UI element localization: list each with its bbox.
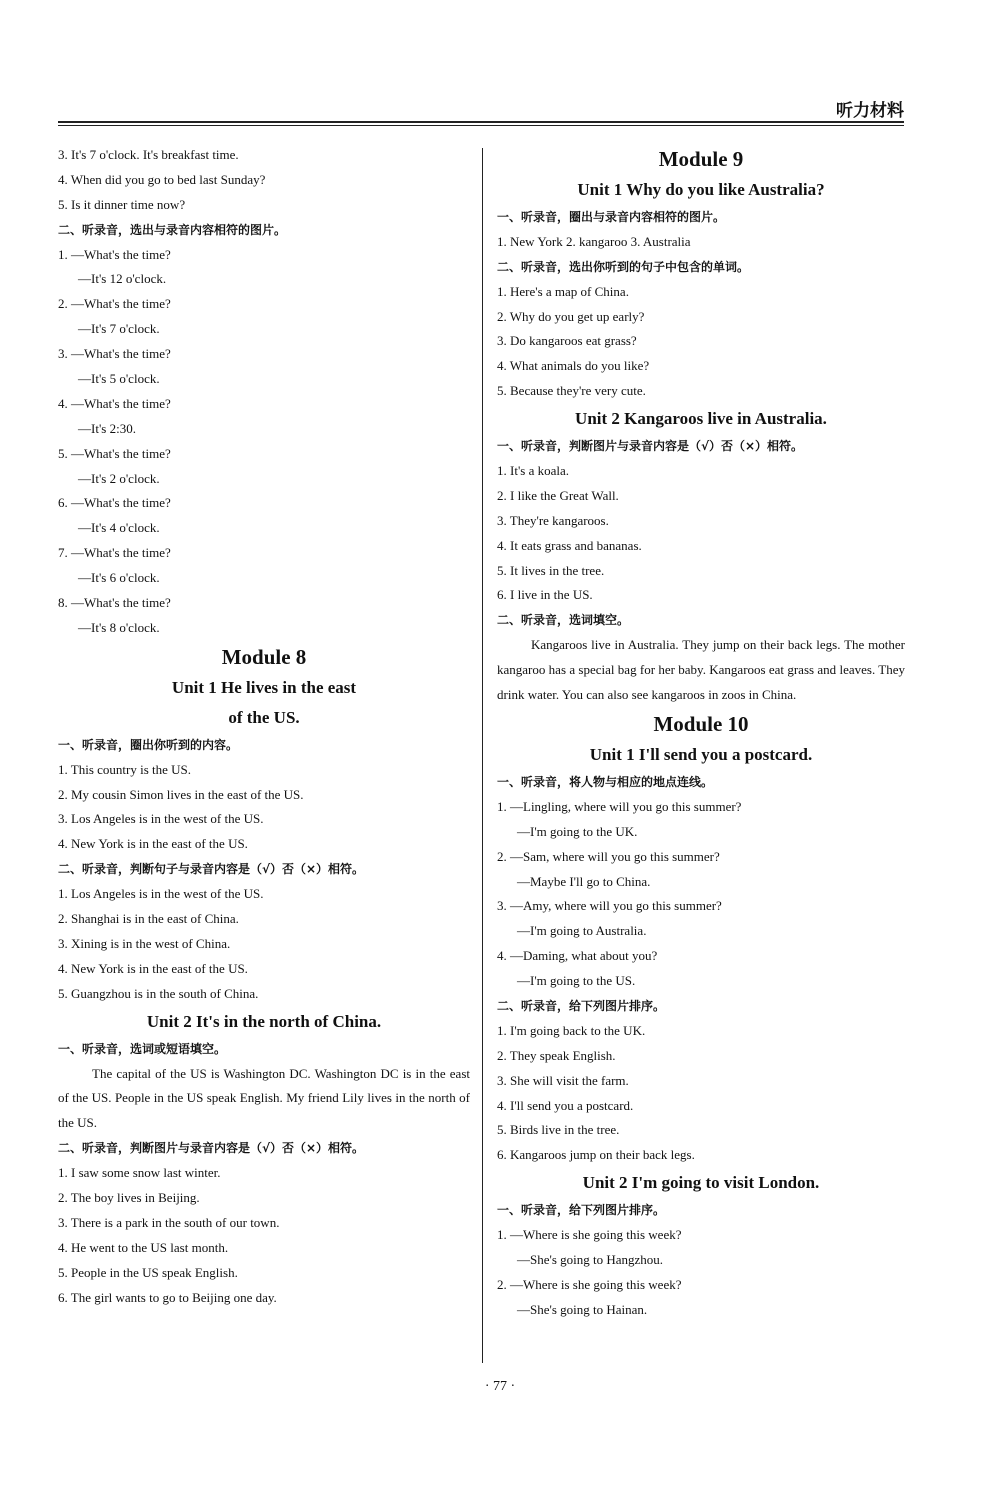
text-line: 2. They speak English. — [497, 1047, 616, 1063]
text-line: 5. People in the US speak English. — [58, 1264, 238, 1280]
dialog-answer: —It's 2 o'clock. — [78, 470, 160, 486]
text-line: 5. Guangzhou is in the south of China. — [58, 985, 259, 1001]
dialog-answer: —I'm going to the UK. — [517, 823, 638, 839]
section-heading: 一、听录音，圈出你听到的内容。 — [58, 737, 239, 752]
dialog-answer: —She's going to Hainan. — [517, 1301, 648, 1317]
text-line: 2. My cousin Simon lives in the east of the US. — [58, 786, 304, 802]
dialog-question: 1. —What's the time? — [58, 246, 171, 262]
text-line: 1. This country is the US. — [58, 761, 192, 777]
paragraph: Kangaroos live in Australia. They jump on their back legs. The mother kangaroo has a special bag for her baby. Kangaroos eat grass and leaves. They drink water. You can also see kangaroos in zoos in China. — [497, 637, 905, 703]
section-heading: 一、听录音，判断图片与录音内容是（√）否（×）相符。 — [497, 439, 804, 454]
dialog-answer: —I'm going to Australia. — [517, 923, 647, 939]
dialog-answer: —It's 7 o'clock. — [78, 321, 160, 337]
section-heading: 一、听录音，给下列图片排序。 — [497, 1203, 666, 1218]
header-rule-thin — [58, 125, 904, 126]
text-line: 4. New York is in the east of the US. — [58, 836, 248, 852]
section-heading: 二、听录音，选词填空。 — [497, 613, 630, 628]
m10-unit2-title: Unit 2 I'm going to visit London. — [582, 1173, 820, 1193]
text-line: 2. Why do you get up early? — [497, 308, 645, 324]
module-8-title: Module 8 — [221, 644, 307, 669]
paragraph: The capital of the US is Washington DC. Washington DC is in the east of the US. People in the US speak English. My friend Lily lives in the north of the US. — [58, 1065, 470, 1131]
dialog-question: 3. —What's the time? — [58, 346, 171, 362]
section-heading: 一、听录音，将人物与相应的地点连线。 — [497, 774, 714, 789]
section-heading: 一、听录音，圈出与录音内容相符的图片。 — [497, 210, 726, 224]
dialog-question: 2. —Sam, where will you go this summer? — [497, 848, 720, 864]
right-column — [497, 143, 905, 1323]
text-line: 2. I like the Great Wall. — [497, 487, 619, 503]
dialog-question: 3. —Amy, where will you go this summer? — [497, 898, 722, 914]
left-column — [58, 143, 470, 1310]
text-line: 4. He went to the US last month. — [58, 1239, 229, 1255]
dialog-question: 6. —What's the time? — [58, 495, 171, 511]
text-line: 4. New York is in the east of the US. — [58, 960, 248, 976]
dialog-question: 8. —What's the time? — [58, 595, 171, 611]
dialog-answer: —It's 5 o'clock. — [78, 371, 160, 387]
text-line: 5. Because they're very cute. — [497, 383, 646, 399]
text-line: 5. Birds live in the tree. — [497, 1122, 620, 1138]
header-rule — [58, 121, 904, 123]
text-line: 3. Los Angeles is in the west of the US. — [58, 811, 264, 827]
text-line: 3. There is a park in the south of our town. — [58, 1214, 280, 1230]
m8-unit1-title: Unit 1 He lives in the east — [171, 677, 357, 697]
page-number: · 77 · — [484, 1379, 516, 1394]
text-line: 4. It eats grass and bananas. — [497, 537, 642, 553]
text-line: 4. What animals do you like? — [497, 358, 650, 374]
m8-unit2-title: Unit 2 It's in the north of China. — [146, 1011, 382, 1031]
text-line: 1. It's a koala. — [497, 463, 570, 479]
dialog-question: 1. —Where is she going this week? — [497, 1227, 682, 1243]
text-line: 5. Is it dinner time now? — [58, 196, 186, 212]
dialog-answer: —It's 4 o'clock. — [78, 520, 160, 536]
dialog-answer: —She's going to Hangzhou. — [517, 1252, 664, 1267]
text-line: 4. When did you go to bed last Sunday? — [58, 171, 266, 187]
section-heading: 一、听录音，选词或短语填空。 — [58, 1041, 227, 1056]
m9-unit1-title: Unit 1 Why do you like Australia? — [577, 180, 825, 199]
dialog-answer: —It's 8 o'clock. — [78, 619, 160, 635]
dialog-answer: —It's 6 o'clock. — [78, 570, 160, 586]
text-line: 6. The girl wants to go to Beijing one day. — [58, 1289, 277, 1305]
text-line: 3. Do kangaroos eat grass? — [497, 333, 637, 349]
text-line: 1. I'm going back to the UK. — [497, 1022, 646, 1038]
text-line: 3. She will visit the farm. — [497, 1072, 629, 1088]
text-line: 3. Xining is in the west of China. — [58, 935, 231, 951]
module-10-title: Module 10 — [653, 711, 749, 736]
section-heading: 二、听录音，选出你听到的句子中包含的单词。 — [497, 259, 750, 274]
dialog-question: 1. —Lingling, where will you go this summer? — [497, 798, 742, 814]
dialog-question: 2. —What's the time? — [58, 296, 171, 312]
m9-unit2-title: Unit 2 Kangaroos live in Australia. — [575, 409, 827, 429]
m10-unit1-title: Unit 1 I'll send you a postcard. — [589, 744, 813, 764]
text-line: 4. I'll send you a postcard. — [497, 1097, 634, 1113]
text-line: 1. New York 2. kangaroo 3. Australia — [497, 233, 691, 249]
text-line: 1. I saw some snow last winter. — [58, 1165, 221, 1181]
section-heading: 二、听录音，给下列图片排序。 — [497, 998, 666, 1013]
text-line: 3. They're kangaroos. — [497, 512, 609, 528]
dialog-question: 4. —What's the time? — [58, 395, 171, 411]
dialog-answer: —It's 2:30. — [78, 420, 136, 436]
dialog-answer: —Maybe I'll go to China. — [517, 873, 651, 889]
column-divider — [482, 148, 483, 1363]
text-line: 1. Los Angeles is in the west of the US. — [58, 886, 264, 902]
text-line: 1. Here's a map of China. — [497, 283, 629, 299]
dialog-question: 4. —Daming, what about you? — [497, 948, 658, 964]
section-heading: 二、听录音，选出与录音内容相符的图片。 — [58, 222, 287, 237]
text-line: 3. It's 7 o'clock. It's breakfast time. — [58, 147, 239, 162]
dialog-answer: —I'm going to the US. — [517, 973, 636, 989]
section-heading: 二、听录音，判断句子与录音内容是（√）否（×）相符。 — [58, 862, 365, 877]
dialog-question: 2. —Where is she going this week? — [497, 1276, 682, 1292]
section-heading: 二、听录音，判断图片与录音内容是（√）否（×）相符。 — [58, 1141, 365, 1156]
dialog-question: 5. —What's the time? — [58, 445, 171, 461]
text-line: 5. It lives in the tree. — [497, 562, 605, 578]
header-title: 听力材料 — [836, 101, 904, 121]
text-line: 2. Shanghai is in the east of China. — [58, 911, 239, 927]
text-line: 6. Kangaroos jump on their back legs. — [497, 1147, 695, 1163]
text-line: 6. I live in the US. — [497, 587, 593, 603]
dialog-question: 7. —What's the time? — [58, 545, 171, 561]
dialog-answer: —It's 12 o'clock. — [78, 271, 167, 287]
text-line: 2. The boy lives in Beijing. — [58, 1190, 200, 1205]
m8-unit1-title-cont: of the US. — [228, 707, 300, 727]
module-9-title: Module 9 — [658, 147, 744, 171]
